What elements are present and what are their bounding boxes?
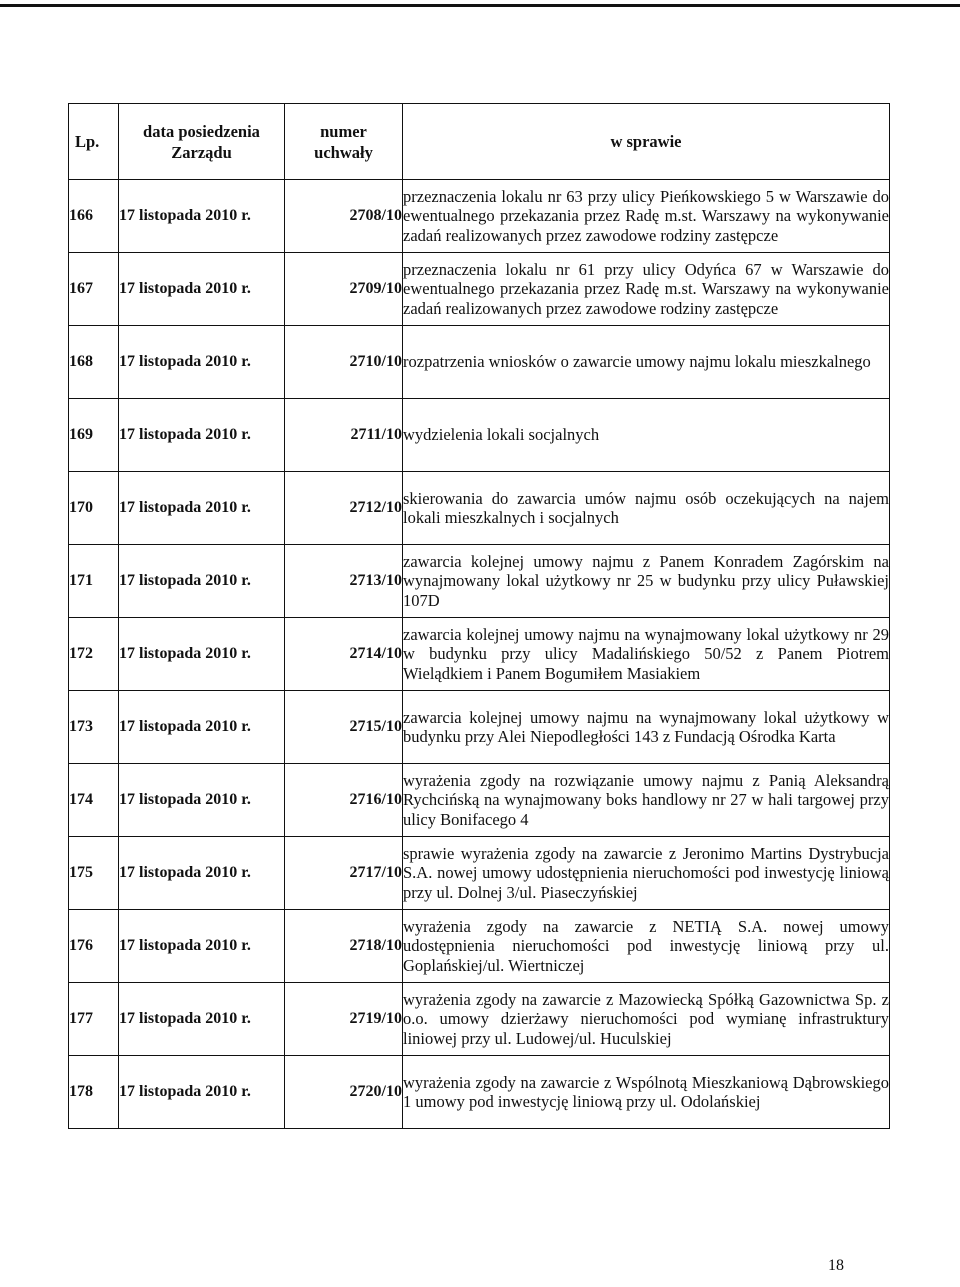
cell-date: 17 listopada 2010 r. [119, 910, 285, 983]
cell-lp: 169 [69, 399, 119, 472]
cell-date: 17 listopada 2010 r. [119, 472, 285, 545]
cell-date: 17 listopada 2010 r. [119, 545, 285, 618]
cell-subject: skierowania do zawarcia umów najmu osób oczekujących na najem lokali mieszkalnych i socjalnych [403, 472, 890, 545]
cell-number: 2708/10 [285, 180, 403, 253]
header-date [119, 104, 285, 180]
top-rule [0, 4, 960, 7]
cell-lp: 177 [69, 983, 119, 1056]
page-number: 18 [828, 1257, 844, 1274]
cell-date: 17 listopada 2010 r. [119, 180, 285, 253]
cell-subject: wydzielenia lokali socjalnych [403, 399, 890, 472]
cell-date: 17 listopada 2010 r. [119, 399, 285, 472]
cell-lp: 170 [69, 472, 119, 545]
cell-lp: 171 [69, 545, 119, 618]
cell-date: 17 listopada 2010 r. [119, 253, 285, 326]
cell-lp: 176 [69, 910, 119, 983]
table-row [69, 326, 890, 399]
table-row [69, 180, 890, 253]
cell-lp: 172 [69, 618, 119, 691]
table-row [69, 545, 890, 618]
cell-subject: wyrażenia zgody na zawarcie z Wspólnotą Mieszkaniową Dąbrowskiego 1 umowy pod inwestycję liniową przy ul. Odolańskiej [403, 1056, 890, 1129]
cell-number: 2711/10 [285, 399, 403, 472]
cell-subject: zawarcia kolejnej umowy najmu na wynajmowany lokal użytkowy nr 29 w budynku przy ulicy Madalińskiego 50/52 z Panem Piotrem Wielądkiem i Panem Bogumiłem Masiakiem [403, 618, 890, 691]
cell-number: 2717/10 [285, 837, 403, 910]
cell-subject: wyrażenia zgody na zawarcie z Mazowiecką Spółką Gazownictwa Sp. z o.o. umowy dzierżawy nieruchomości pod wymianę infrastruktury liniowej przy ul. Ludowej/ul. Huculskiej [403, 983, 890, 1056]
cell-number: 2720/10 [285, 1056, 403, 1129]
cell-lp: 174 [69, 764, 119, 837]
cell-date: 17 listopada 2010 r. [119, 1056, 285, 1129]
cell-subject: rozpatrzenia wniosków o zawarcie umowy najmu lokalu mieszkalnego [403, 326, 890, 399]
cell-date: 17 listopada 2010 r. [119, 618, 285, 691]
cell-number: 2709/10 [285, 253, 403, 326]
table-row [69, 691, 890, 764]
table-row [69, 983, 890, 1056]
table-row [69, 837, 890, 910]
table-row [69, 1056, 890, 1129]
cell-number: 2715/10 [285, 691, 403, 764]
cell-subject: przeznaczenia lokalu nr 61 przy ulicy Odyńca 67 w Warszawie do ewentualnego przekazania przez Radę m.st. Warszawy na wykonywanie zadań realizowanych przez zawodowe rodziny zastępcze [403, 253, 890, 326]
header-number-line2: uchwały [314, 142, 373, 162]
header-number-line1: numer [320, 121, 367, 141]
header-row [69, 104, 890, 180]
cell-number: 2713/10 [285, 545, 403, 618]
resolutions-table [68, 103, 890, 1129]
cell-date: 17 listopada 2010 r. [119, 691, 285, 764]
cell-date: 17 listopada 2010 r. [119, 764, 285, 837]
cell-date: 17 listopada 2010 r. [119, 837, 285, 910]
cell-subject: zawarcia kolejnej umowy najmu z Panem Konradem Zagórskim na wynajmowany lokal użytkowy nr 25 w budynku przy ulicy Puławskiej 107D [403, 545, 890, 618]
cell-subject: przeznaczenia lokalu nr 63 przy ulicy Pieńkowskiego 5 w Warszawie do ewentualnego przekazania przez Radę m.st. Warszawy na wykonywanie zadań realizowanych przez zawodowe rodziny zastępcze [403, 180, 890, 253]
cell-lp: 175 [69, 837, 119, 910]
cell-date: 17 listopada 2010 r. [119, 326, 285, 399]
cell-lp: 167 [69, 253, 119, 326]
cell-number: 2712/10 [285, 472, 403, 545]
table-row [69, 472, 890, 545]
table-row [69, 399, 890, 472]
header-date-line2: Zarządu [171, 142, 232, 162]
cell-number: 2710/10 [285, 326, 403, 399]
cell-lp: 168 [69, 326, 119, 399]
cell-number: 2718/10 [285, 910, 403, 983]
header-subject: w sprawie [403, 104, 890, 180]
cell-subject: zawarcia kolejnej umowy najmu na wynajmowany lokal użytkowy w budynku przy Alei Niepodległości 143 z Fundacją Ośrodka Karta [403, 691, 890, 764]
table-row [69, 910, 890, 983]
cell-subject: wyrażenia zgody na zawarcie z NETIĄ S.A. nowej umowy udostępnienia nieruchomości pod inwestycję liniową przy ul. Goplańskiej/ul. Wiertniczej [403, 910, 890, 983]
table-row [69, 618, 890, 691]
cell-number: 2719/10 [285, 983, 403, 1056]
cell-number: 2716/10 [285, 764, 403, 837]
header-lp: Lp. [69, 104, 119, 180]
cell-lp: 173 [69, 691, 119, 764]
cell-lp: 166 [69, 180, 119, 253]
table-row [69, 253, 890, 326]
cell-subject: sprawie wyrażenia zgody na zawarcie z Jeronimo Martins Dystrybucja S.A. nowej umowy udostępnienia nieruchomości pod inwestycję liniową przy ul. Dolnej 3/ul. Piaseczyńskiej [403, 837, 890, 910]
cell-lp: 178 [69, 1056, 119, 1129]
cell-date: 17 listopada 2010 r. [119, 983, 285, 1056]
table-row [69, 764, 890, 837]
header-number [285, 104, 403, 180]
cell-number: 2714/10 [285, 618, 403, 691]
header-date-line1: data posiedzenia [143, 121, 260, 141]
cell-subject: wyrażenia zgody na rozwiązanie umowy najmu z Panią Aleksandrą Rychcińską na wynajmowany boks handlowy nr 27 w hali targowej przy ulicy Bonifacego 4 [403, 764, 890, 837]
